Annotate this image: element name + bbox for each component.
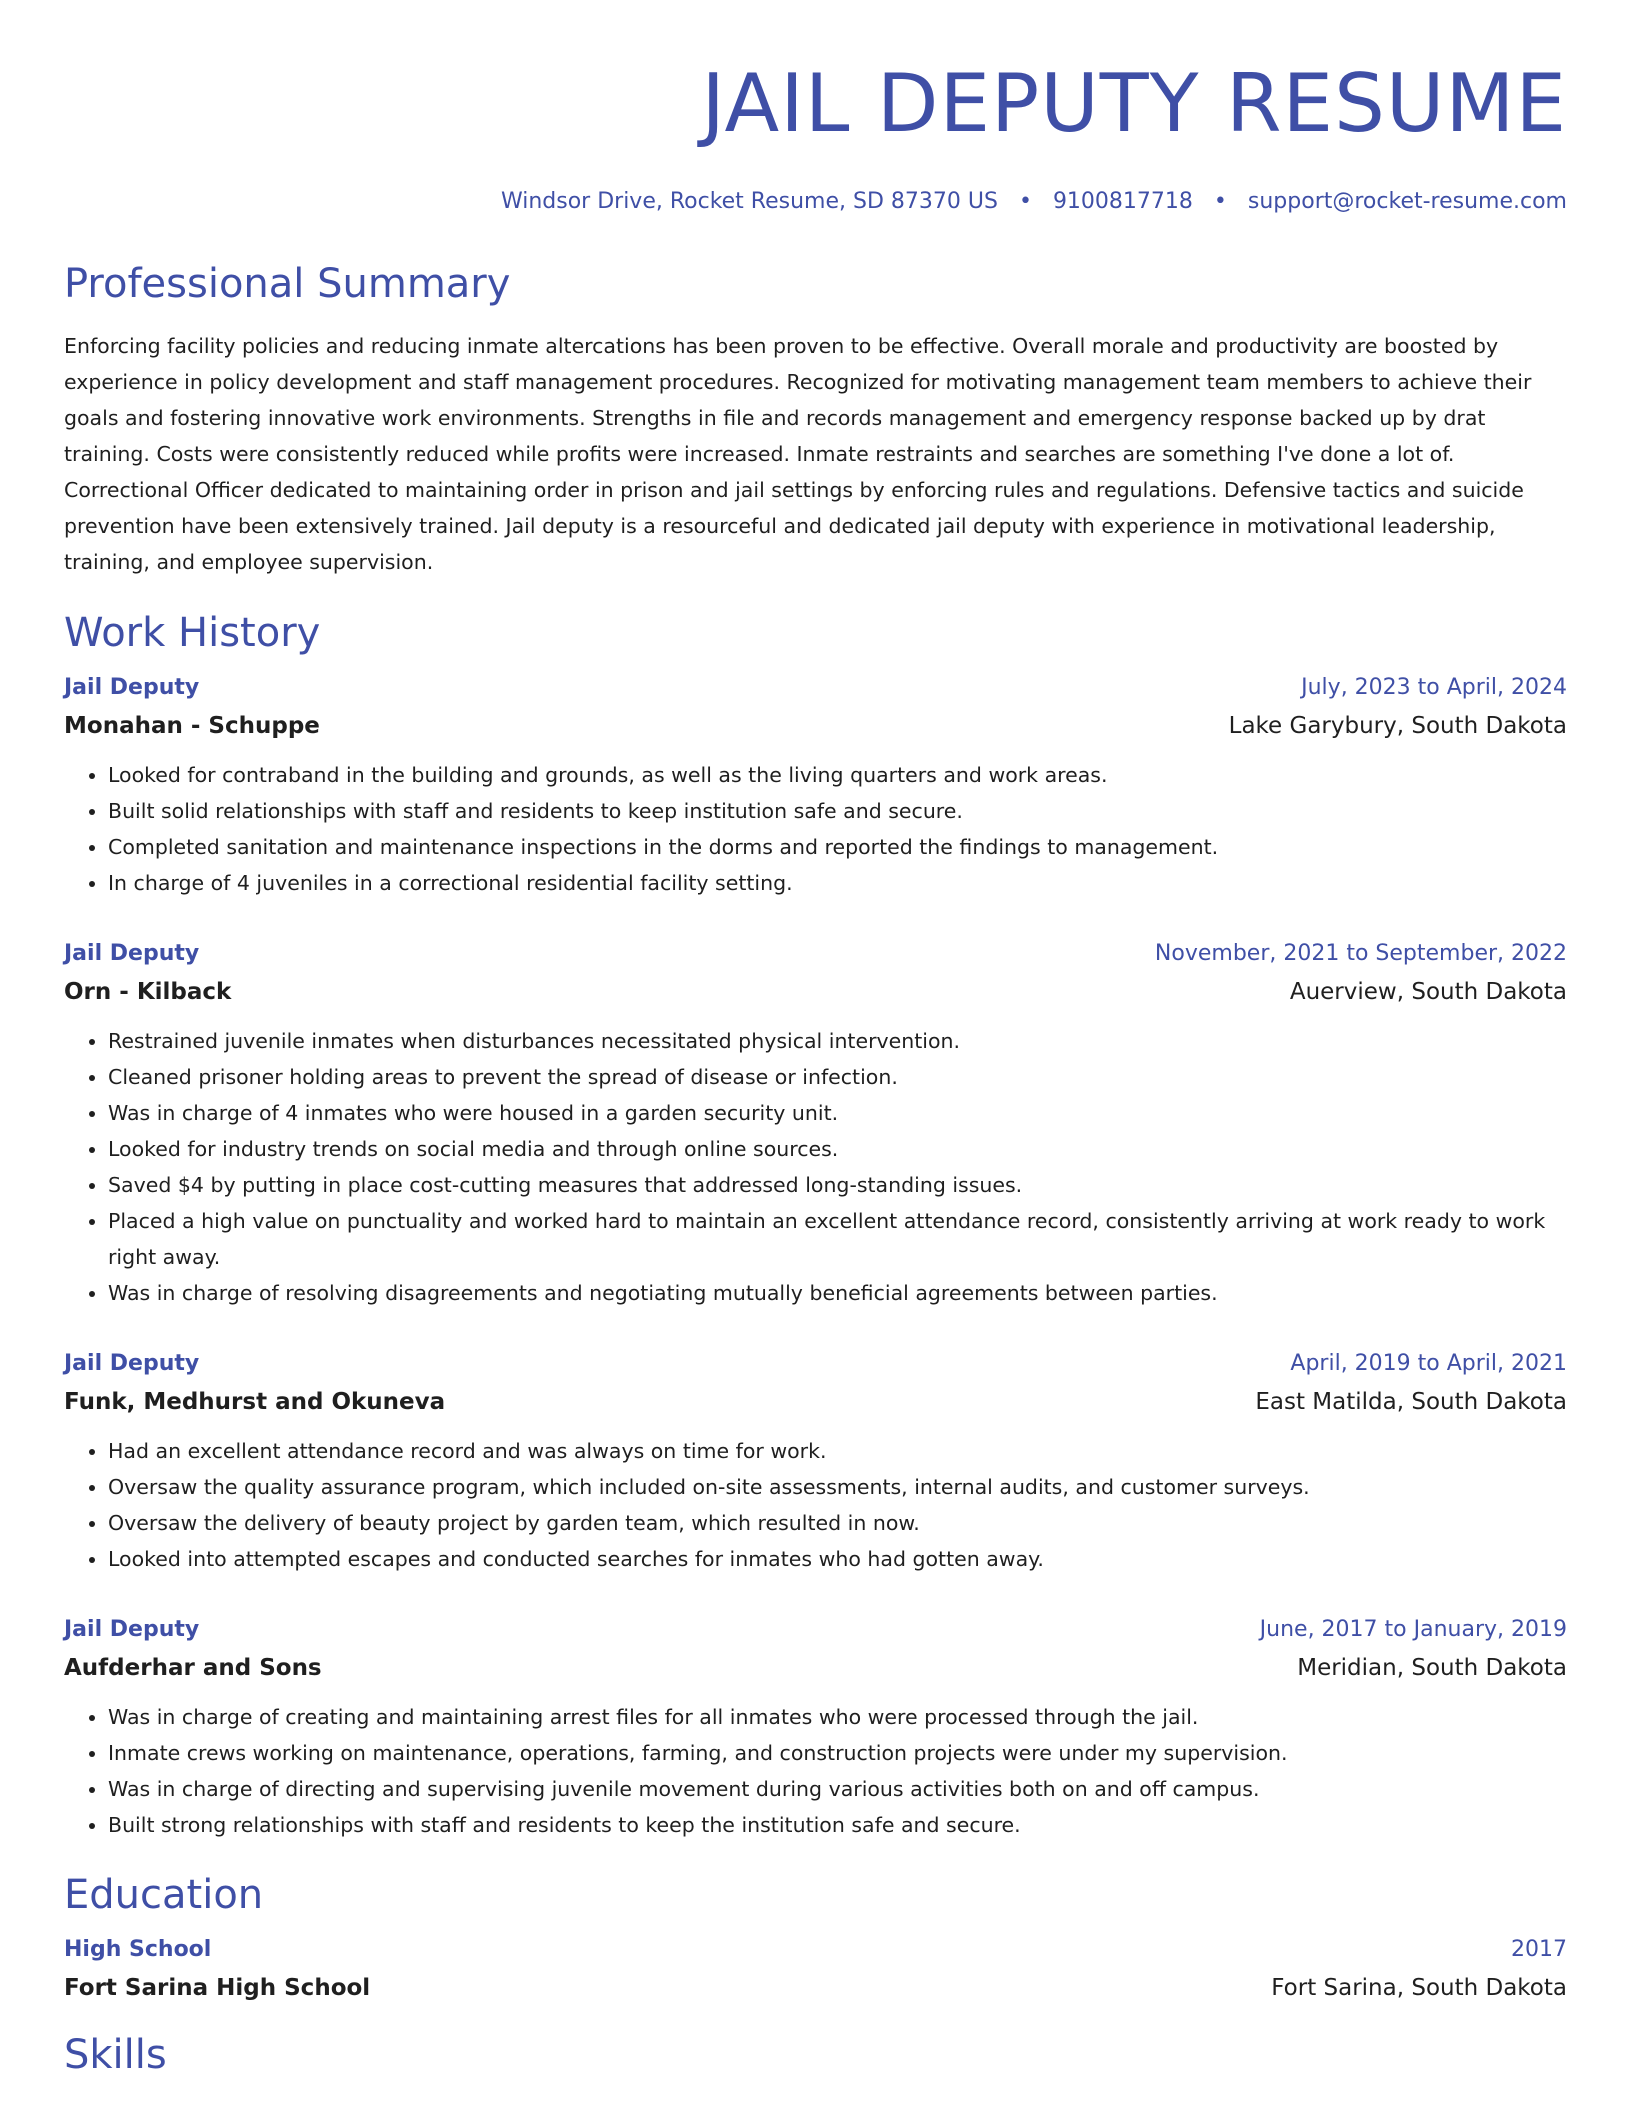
job-bullet: • Restrained juvenile inmates when disturbances necessitated physical intervention. [108,1023,1567,1059]
section-title-education: Education [64,1872,264,1918]
job-bullet: • Was in charge of 4 inmates who were housed in a garden security unit. [108,1095,1567,1131]
job-bullet: • Built solid relationships with staff and residents to keep institution safe and secure. [108,793,1567,829]
job-bullet: • Completed sanitation and maintenance inspections in the dorms and reported the findings to management. [108,829,1567,865]
job-bullet: • Oversaw the quality assurance program, which included on-site assessments, internal audits, and customer surveys. [108,1469,1567,1505]
education-school-row [64,1969,1567,2007]
bullet-separator: • [1018,189,1032,214]
job-company: Funk, Medhurst and Okuneva [64,1389,446,1415]
education-degree: High School [64,1937,212,1962]
job-bullet: • Oversaw the delivery of beauty project by garden team, which resulted in now. [108,1505,1567,1541]
resume-title: JAIL DEPUTY RESUME [701,57,1567,150]
job-bullet: • Was in charge of resolving disagreements and negotiating mutually beneficial agreements between parties. [108,1275,1567,1311]
job-title: Jail Deputy [64,675,200,700]
job-location: Auerview, South Dakota [1289,979,1567,1005]
job-company: Monahan - Schuppe [64,713,320,739]
job-company: Orn - Kilback [64,979,232,1005]
job-dates: November, 2021 to September, 2022 [1154,941,1567,966]
job-entry [64,1345,1567,1577]
job-bullet: • Looked for industry trends on social media and through online sources. [108,1131,1567,1167]
education-entry [64,1931,1567,2007]
education-school: Fort Sarina High School [64,1975,371,2001]
job-location: East Matilda, South Dakota [1255,1389,1567,1415]
job-header-row [64,1611,1567,1649]
contact-email: support@rocket-resume.com [1247,189,1567,214]
job-entry [64,935,1567,1311]
bullet-separator: • [1213,189,1227,214]
job-dates: April, 2019 to April, 2021 [1290,1351,1567,1376]
section-title-work-history: Work History [64,610,321,656]
section-title-skills: Skills [64,2032,167,2078]
job-title: Jail Deputy [64,1351,200,1376]
job-location: Lake Garybury, South Dakota [1228,713,1567,739]
job-company-row [64,1383,1567,1421]
contact-address: Windsor Drive, Rocket Resume, SD 87370 US [500,189,998,214]
contact-line [64,187,1567,217]
job-bullet: • Inmate crews working on maintenance, operations, farming, and construction projects were under my supervision. [108,1735,1567,1771]
job-company-row [64,707,1567,745]
job-company-row [64,1649,1567,1687]
job-bullet: • Looked into attempted escapes and conducted searches for inmates who had gotten away. [108,1541,1567,1577]
job-header-row [64,1345,1567,1383]
job-bullet: • Placed a high value on punctuality and worked hard to maintain an excellent attendance record, consistently arriving at work ready to work right away. [108,1203,1567,1275]
job-bullets [64,1699,1567,1843]
job-bullet: • Saved $4 by putting in place cost-cutting measures that addressed long-standing issues. [108,1167,1567,1203]
job-bullet: • Built strong relationships with staff and residents to keep the institution safe and secure. [108,1807,1567,1843]
job-header-row [64,935,1567,973]
job-bullets [64,1433,1567,1577]
resume-page [64,0,1567,2079]
job-entry [64,669,1567,901]
job-bullet: • Was in charge of directing and supervising juvenile movement during various activities both on and off campus. [108,1771,1567,1807]
job-entry [64,1611,1567,1843]
education-year: 2017 [1511,1937,1567,1962]
job-location: Meridian, South Dakota [1297,1655,1567,1681]
job-title: Jail Deputy [64,941,200,966]
job-bullets [64,1023,1567,1311]
contact-phone: 9100817718 [1052,189,1193,214]
education-header-row [64,1931,1567,1969]
job-dates: June, 2017 to January, 2019 [1259,1617,1567,1642]
job-bullet: • Looked for contraband in the building and grounds, as well as the living quarters and work areas. [108,757,1567,793]
job-company-row [64,973,1567,1011]
job-bullet: • Cleaned prisoner holding areas to prevent the spread of disease or infection. [108,1059,1567,1095]
section-title-summary: Professional Summary [64,261,511,307]
job-company: Aufderhar and Sons [64,1655,322,1681]
summary-text: Enforcing facility policies and reducing inmate altercations has been proven to be effective. Overall morale and productivity are boosted by experience in policy development and staff management procedures. Recognized for motivating management team members to achieve their goals and fostering innovative work environments. Strengths in file and records management and emergency response backed up by drat training. Costs were consistently reduced while profits were increased. Inmate restraints and searches are something I've done a lot of. Correctional Officer dedicated to maintaining order in prison and jail settings by enforcing rules and regulations. Defensive tactics and suicide prevention have been extensively trained. Jail deputy is a resourceful and dedicated jail deputy with experience in motivational leadership, training, and employee supervision. [64,334,1532,574]
job-bullet: • Was in charge of creating and maintaining arrest files for all inmates who were processed through the jail. [108,1699,1567,1735]
job-bullets [64,757,1567,901]
job-header-row [64,669,1567,707]
job-title: Jail Deputy [64,1617,200,1642]
job-bullet: • In charge of 4 juveniles in a correctional residential facility setting. [108,865,1567,901]
job-bullet: • Had an excellent attendance record and was always on time for work. [108,1433,1567,1469]
job-dates: July, 2023 to April, 2024 [1301,675,1567,700]
education-location: Fort Sarina, South Dakota [1271,1975,1567,2001]
